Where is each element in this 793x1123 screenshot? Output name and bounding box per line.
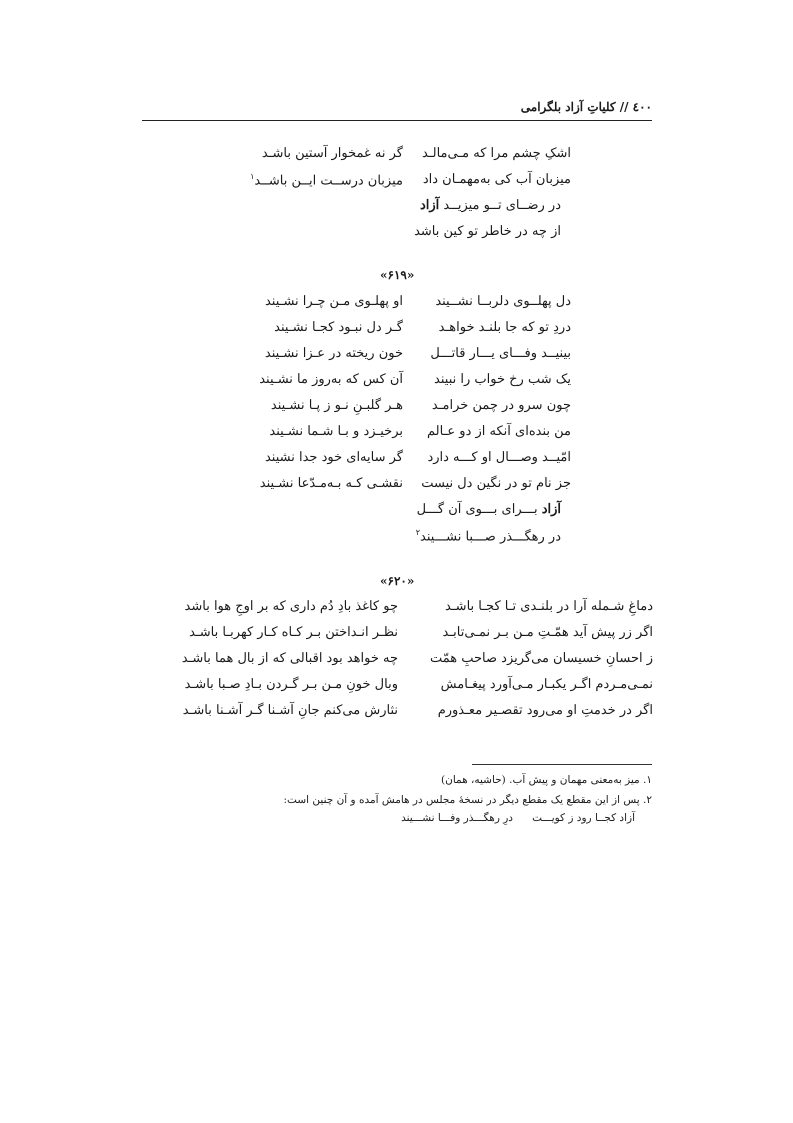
couplet [231,472,571,498]
hemistich-second: آن کس که به‌روز ما نشـیند [259,372,403,387]
hemistich-first: امّیــد وصـــال او کـــه دارد [427,450,571,465]
hemistich-first: اگر زر پیش آید همّـتِ مـن بـر نمـی‌تابـد [442,625,653,640]
closing-line: از چه در خاطر تو کین باشد [414,224,561,239]
hemistich-second: گر سایه‌ای خود جدا نشیند [264,450,403,465]
couplet [231,420,571,446]
poet-name: آزاد [541,502,561,517]
couplet [153,699,653,725]
couplet [153,621,653,647]
couplet [153,595,653,621]
footnote-1: ۱. میز به‌معنی مهمان و پیش آب. (حاشیه، همان) [441,774,652,786]
hemistich-first: جز نام تو در نگین دل نیست [421,476,571,491]
hemistich-first: یک شب رخ خواب را نبیند [434,372,571,387]
couplet [231,168,571,194]
footnote-2: ۲. پس از این مقطع یک مقطع دیگر در نسخهٔ مجلس در هامش آمده و آن چنین است: [283,794,652,806]
hemistich-first: دماغِ شـمله آرا در بلنـدی تـا کجـا باشـد [445,599,653,614]
couplet [231,290,571,316]
hemistich-second: او پهلـوی مـن چـرا نشـیند [264,294,403,309]
hemistich-first: اگر در خدمتِ او می‌رود تقصـیر معـذورم [437,703,653,718]
closing-couplet [331,194,561,246]
hemistich-second: خون ریخته در عـزا نشـیند [264,346,403,361]
hemistich-second: برخیـزد و بـا شـما نشـیند [269,424,403,439]
poem-number-620: «۶۲۰» [380,574,415,588]
couplet [231,316,571,342]
poem-number-619: «۶۱۹» [380,268,415,282]
poem-block-619 [231,290,571,550]
closing-line: در رضــای تــو میزیــد آزاد [419,198,561,213]
hemistich-second: گـر دل نبـود کجـا نشـیند [274,320,403,335]
hemistich-first: اشکِ چشم مرا که مـی‌مالـد [422,146,571,161]
hemistich-first: بینیــد وفـــای یـــار قاتـــل [430,346,571,361]
hemistich-second: چه خواهد بود اقبالی که از بال هما باشـد [181,651,398,666]
couplet [153,647,653,673]
closing-couplet [331,498,561,550]
hemistich-second: درِ رهگـــذر وفـــا نشـــیند [401,812,513,824]
hemistich-second: نظـر انـداختن بـر کـاه کـار کهربـا باشـد [189,625,398,640]
footnote-marker: ۲ [415,528,421,537]
hemistich-second: هـر گلبـنِ نـو ز پـا نشـیند [270,398,403,413]
couplet [231,142,571,168]
couplet [153,673,653,699]
poet-name: آزاد [419,198,440,213]
page-header [142,96,652,121]
hemistich-first: آزاد کجــا رود ز کویـــت [532,812,635,824]
hemistich-first: نمـی‌مـردم اگـر یکبـار مـی‌آورد پیغـامش [440,677,653,692]
hemistich-second: میزبان درســت ایــن باشــد$^۱$ [250,172,403,189]
closing-line: آزاد بـــرای بـــوی آن گـــل [416,502,561,517]
footnote-divider [472,764,652,765]
footnote-marker: ۱ [250,172,255,181]
running-head: ٤٠٠ // کلیاتِ آزاد بلگرامی [520,100,652,114]
hemistich-first: دل پهلــوی دلربــا نشــیند [435,294,571,309]
hemistich-first: چون سرو در چمن خرامـد [431,398,571,413]
hemistich-first: ز احسانِ خسیسان می‌گریزد صاحبِ همّت [429,651,653,666]
hemistich-first: دردِ تو که جا بلنـد خواهـد [438,320,571,335]
couplet [231,446,571,472]
couplet [231,368,571,394]
hemistich-second: وبال خونِ مـن بـر گـردن بـادِ صـبا باشـد [184,677,398,692]
hemistich-second: چو کاغذ بادِ دُم داری که بر اوجِ هوا باشد [184,599,398,614]
closing-line: در رهگـــذر صـــبا نشـــیند$^۲$ [415,528,561,545]
couplet [231,394,571,420]
couplet [231,342,571,368]
hemistich-second: نثارش می‌کنم جانِ آشـنا گـر آشـنا باشـد [182,703,398,718]
poem-block-1 [231,142,571,246]
hemistich-second: نقشـی کـه بـه‌مـدّعا نشـیند [259,476,403,491]
hemistich-second: گر نه غمخوار آستین باشـد [261,146,403,161]
hemistich-first: من بنده‌ای آنکه از دو عـالم [427,424,571,439]
poem-block-620 [153,595,653,725]
hemistich-first: میزبان آب کی به‌مهمـان داد [422,172,571,187]
